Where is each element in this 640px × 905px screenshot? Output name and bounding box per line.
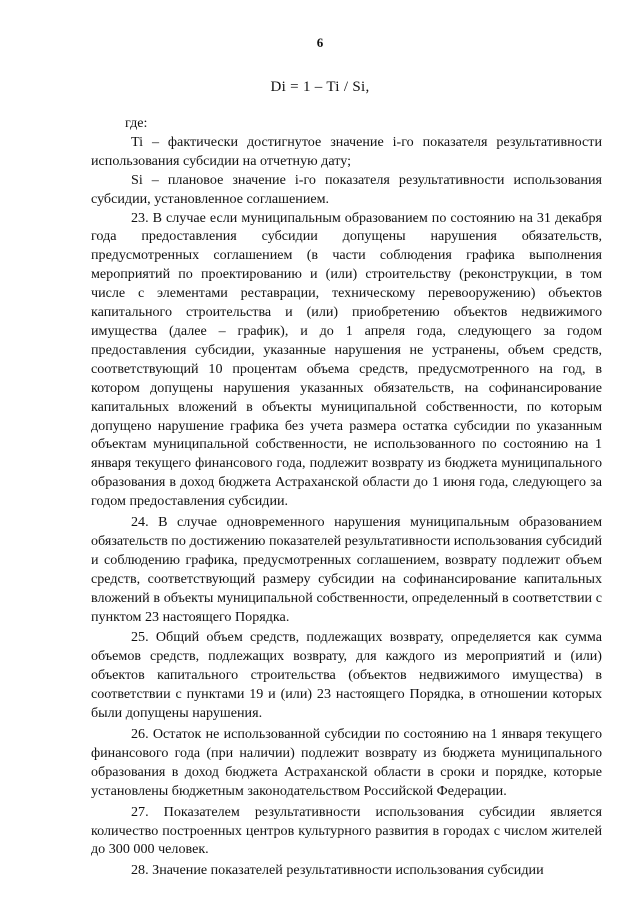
paragraph-26: 26. Остаток не использованной субсидии по состоянию на 1 января текущего финансового года (при наличии) подлежит возврату из бюджета муниципального образования в доход бюджета Астраханской области в сроки и порядке, которые установлены бюджетным законодательством Российской Федерации. — [91, 726, 602, 799]
paragraph-24: 24. В случае одновременного нарушения муниципальным образованием обязательств по достижению показателей результативности использования субсидий и соблюдению графика, предусмотренных соглашением, возврату подлежит объем средств, соответствующий размеру субсидии на софинансирование капитальных вложений в объекты муниципальной собственности, определенный в соответствии с пунктом 23 настоящего Порядка. — [91, 514, 602, 625]
page-number: 6 — [316, 35, 324, 50]
document-body — [91, 114, 602, 880]
paragraph-23: 23. В случае если муниципальным образованием по состоянию на 31 декабря года предоставления субсидии допущены нарушения обязательств, предусмотренных соглашением (в части соблюдения графика выполнения мероприятий по проектированию и (или) строительству (реконструкции, в том числе с элементами реставрации, техническому перевооружению) объектов капитального строительства и (или) приобретению объектов недвижимого имущества (далее – график), и до 1 апреля года, следующего за годом предоставления субсидии, указанные нарушения не устранены, объем средств, соответствующий 10 процентам объема средств, предусмотренного на год, в котором допущены нарушения указанных обязательств, на софинансирование капитальных вложений в объекты муниципальной собственности, по которым допущено нарушение графика без учета размера остатка субсидии по указанным объектам муниципальной собственности, не использованного по состоянию на 1 января текущего финансового года, подлежит возврату из бюджета муниципального образования в доход бюджета Астраханской области до 1 июня года, следующего за годом предоставления субсидии. — [91, 209, 602, 510]
paragraph-si-definition: Si – плановое значение i-го показателя результативности использования субсидии, установленное соглашением. — [91, 171, 602, 207]
paragraph-ti-definition: Ti – фактически достигнутое значение i-го показателя результативности использования субсидии на отчетную дату; — [91, 133, 602, 169]
paragraph-25: 25. Общий объем средств, подлежащих возврату, определяется как сумма объемов средств, подлежащих возврату, для каждого из мероприятий и (или) объектов капитального строительства (объектов недвижимого имущества) в соответствии с пунктами 19 и (или) 23 настоящего Порядка, в отношении которых были допущены нарушения. — [91, 629, 602, 722]
paragraph-28: 28. Значение показателей результативности использования субсидии — [131, 862, 544, 879]
paragraph-where: где: — [125, 115, 148, 131]
formula: Di = 1 – Ti / Si, — [270, 79, 370, 95]
paragraph-27: 27. Показателем результативности использования субсидии является количество построенных центров культурного развития в городах с числом жителей до 300 000 человек. — [91, 803, 602, 858]
